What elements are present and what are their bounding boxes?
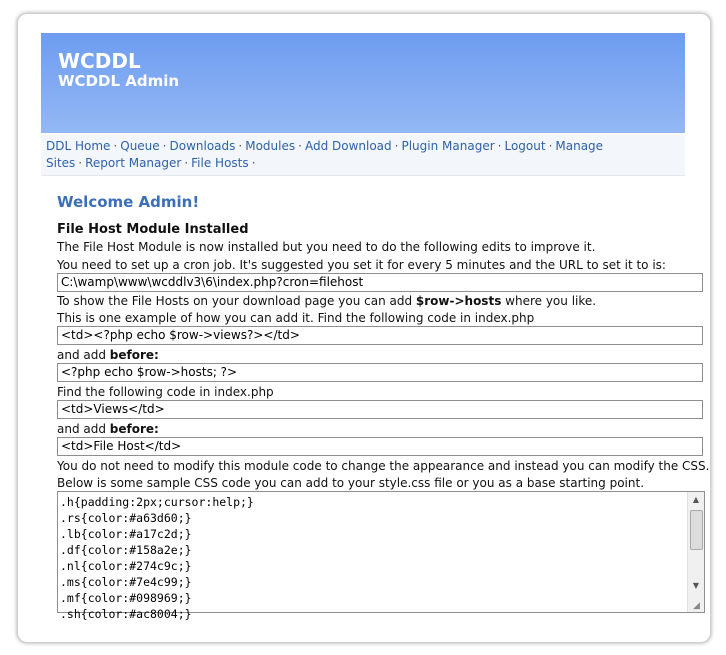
nav-queue[interactable]: Queue	[120, 139, 160, 153]
site-subtitle: WCDDL Admin	[58, 72, 180, 90]
nav-logout[interactable]: Logout	[504, 139, 546, 153]
scroll-thumb[interactable]	[690, 510, 703, 550]
code-field-views-td[interactable]: <td>Views</td>	[57, 400, 703, 419]
nav-separator: ·	[394, 139, 399, 153]
code-field-file-host-td[interactable]: <td>File Host</td>	[57, 437, 703, 456]
nav-links	[46, 138, 676, 172]
nav-separator: ·	[184, 156, 189, 170]
nav-plugin-manager[interactable]: Plugin Manager	[401, 139, 495, 153]
nav-manage-sites[interactable]: Manage Sites	[46, 139, 604, 170]
find-code-text: Find the following code in index.php	[57, 385, 274, 399]
nav-file-hosts[interactable]: File Hosts	[191, 156, 249, 170]
css-info-text: You do not need to modify this module code to change the appearance and instead you can modify the CSS.	[57, 459, 710, 473]
css-code-line: .df{color:#158a2e;}	[60, 543, 192, 557]
resize-grip-icon[interactable]: ◢	[693, 601, 700, 611]
code-field-views-php[interactable]: <td><?php echo $row->views?></td>	[57, 326, 703, 345]
css-sample-text: Below is some sample CSS code you can add to your style.css file or you as a base starting point.	[57, 476, 645, 490]
hosts-code: $row->hosts	[415, 294, 502, 308]
and-add-label: and add	[57, 422, 110, 436]
nav-bar	[41, 135, 685, 176]
intro-text: The File Host Module is now installed but you need to do the following edits to improve it.	[57, 240, 596, 254]
and-add-before-2	[57, 422, 159, 436]
css-code-text	[58, 492, 704, 622]
nav-separator: ·	[113, 139, 118, 153]
nav-modules[interactable]: Modules	[245, 139, 296, 153]
site-title: WCDDL	[58, 49, 141, 73]
nav-separator: ·	[548, 139, 553, 153]
module-title: File Host Module Installed	[57, 222, 249, 237]
hosts-text-prefix: To show the File Hosts on your download page you can add	[57, 294, 416, 308]
nav-add-download[interactable]: Add Download	[304, 139, 392, 153]
nav-separator: ·	[298, 139, 302, 153]
css-code-line: .lb{color:#a17c2d;}	[60, 527, 192, 541]
scroll-up-arrow-icon[interactable]: ▲	[692, 495, 700, 504]
cron-url-field[interactable]: C:\wamp\www\wcddlv3\6\index.php?cron=filehost	[57, 273, 703, 292]
css-code-line: .mf{color:#098969;}	[60, 591, 192, 605]
css-code-textarea[interactable]	[57, 491, 705, 621]
nav-downloads[interactable]: Downloads	[169, 139, 236, 153]
css-code-line: .rs{color:#a63d60;}	[60, 511, 192, 525]
nav-report-manager[interactable]: Report Manager	[85, 156, 182, 170]
nav-separator: ·	[238, 139, 243, 153]
example-text: This is one example of how you can add it. Find the following code in index.php	[57, 311, 535, 325]
hosts-text	[57, 294, 596, 308]
css-code-line: .ms{color:#7e4c99;}	[60, 575, 192, 589]
nav-separator: ·	[251, 156, 256, 170]
and-add-before-1	[57, 348, 159, 362]
site-header	[41, 33, 685, 133]
nav-separator: ·	[78, 156, 83, 170]
hosts-text-suffix: where you like.	[501, 294, 597, 308]
before-label: before:	[109, 348, 159, 362]
textarea-scrollbar[interactable]	[687, 492, 704, 612]
nav-separator: ·	[162, 139, 167, 153]
and-add-label: and add	[57, 348, 110, 362]
css-code-line: .nl{color:#274c9c;}	[60, 559, 192, 573]
cron-text: You need to set up a cron job. It's suggested you set it for every 5 minutes and the URL to set it to is:	[57, 258, 666, 272]
css-code-line: .h{padding:2px;cursor:help;}	[60, 495, 254, 509]
code-field-hosts-php[interactable]: <?php echo $row->hosts; ?>	[57, 363, 703, 382]
before-label: before:	[109, 422, 159, 436]
welcome-heading: Welcome Admin!	[57, 193, 200, 211]
nav-ddl-home[interactable]: DDL Home	[46, 139, 111, 153]
nav-separator: ·	[497, 139, 502, 153]
scroll-down-arrow-icon[interactable]: ▼	[692, 581, 700, 590]
css-code-line: .sh{color:#ac8004;}	[60, 607, 192, 621]
